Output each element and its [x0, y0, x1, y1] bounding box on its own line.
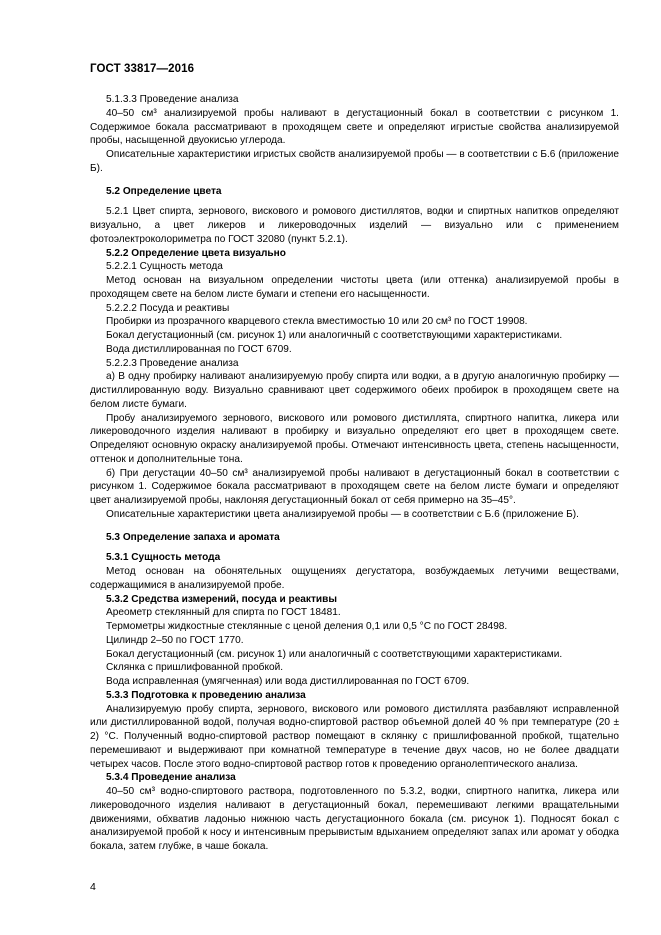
paragraph: Пробу анализируемого зернового, вискового или ромового дистиллята, спиртного напитка, ликера или ликероводочного изделия наливают в пробирку и визуально определяют его цвет в проходящем свете. Определяют основную окраску анализируемой пробы. Отмечают интенсивность цвета, степень насыщенности, оттенок и дополнительные тона.	[90, 412, 619, 465]
subsection-heading: 5.3.2 Средства измерений, посуда и реактивы	[106, 593, 337, 605]
document-body	[90, 93, 619, 854]
paragraph: Метод основан на визуальном определении чистоты цвета (или оттенка) анализируемой пробы в проходящем свете на белом листе бумаги и степени его насыщенности.	[90, 275, 619, 300]
section-heading: 5.3 Определение запаха и аромата	[106, 531, 280, 543]
paragraph: 40–50 см³ водно-спиртового раствора, подготовленного по 5.3.2, водки, спиртного напитка, ликера или ликероводочного изделия наливают в дегустационный бокал, перемешивают легкими вращательными движениями, обхватив ладонью нижнюю часть дегустационного бокала (см. рисунок 1). Подносят бокал с анализируемой пробой к носу и интенсивным прерывистым вдыханием определяют запах или аромат у ободка бокала, затем глубже, в чаше бокала.	[90, 786, 619, 852]
subsection-heading: 5.3.4 Проведение анализа	[106, 772, 236, 784]
paragraph: а) В одну пробирку наливают анализируемую пробу спирта или водки, а в другую аналогичную пробирку — дистиллированную воду. Визуально сравнивают цвет содержимого обеих пробирок в проходящем свете на белом листе бумаги.	[90, 371, 619, 410]
subsection-heading: 5.3.3 Подготовка к проведению анализа	[106, 689, 306, 701]
paragraph: 5.2.2.2 Посуда и реактивы	[106, 302, 230, 314]
paragraph: б) При дегустации 40–50 см³ анализируемой пробы наливают в дегустационный бокал в соответствии с рисунком 1. Содержимое бокала рассматривают в проходящем свете на белом листе бумаги и определяют цвет анализируемой пробы, наклоняя дегустационный бокал от себя примерно на 35–45°.	[90, 467, 619, 506]
subsection-heading: 5.2.2 Определение цвета визуально	[106, 247, 286, 259]
paragraph: Анализируемую пробу спирта, зернового, вискового или ромового дистиллята разбавляют исправленной или дистиллированной водой, получая водно-спиртовой раствор объемной долей 40 % при температуре (20 ± 2) °С. Полученный водно-спиртовой раствор помещают в склянку с пришлифованной пробкой, тщательно перемешивают и выдерживают при комнатной температуре в течение двух часов, но не более двадцати четырех часов. После этого водно-спиртовой раствор готов к проведению органолептического анализа.	[90, 703, 619, 770]
paragraph: Метод основан на обонятельных ощущениях дегустатора, возбуждаемых летучими веществами, содержащимися в анализируемой пробе.	[90, 566, 619, 591]
paragraph: Склянка с пришлифованной пробкой.	[106, 662, 284, 674]
paragraph: Термометры жидкостные стеклянные с ценой деления 0,1 или 0,5 °С по ГОСТ 28498.	[106, 621, 508, 632]
paragraph: 5.2.1 Цвет спирта, зернового, вискового и ромового дистиллятов, водки и спиртных напитков определяют визуально, а цвет ликеров и ликероводочных изделий — визуально или с применением фотоэлектроколориметра по ГОСТ 32080 (пункт 5.2.1).	[90, 206, 619, 245]
paragraph: Вода дистиллированная по ГОСТ 6709.	[106, 343, 292, 355]
subsection-heading: 5.3.1 Сущность метода	[106, 552, 221, 564]
paragraph: Ареометр стеклянный для спирта по ГОСТ 18481.	[106, 607, 341, 619]
page-number: 4	[90, 881, 96, 893]
paragraph: Вода исправленная (умягченная) или вода дистиллированная по ГОСТ 6709.	[106, 676, 470, 687]
paragraph: 5.1.3.3 Проведение анализа	[106, 94, 239, 105]
paragraph: Описательные характеристики цвета анализируемой пробы — в соответствии с Б.6 (приложение Б).	[106, 508, 579, 520]
paragraph: Бокал дегустационный (см. рисунок 1) или аналогичный с соответствующими характеристиками.	[106, 330, 563, 341]
paragraph: 5.2.2.1 Сущность метода	[106, 261, 223, 273]
standard-header: ГОСТ 33817—2016	[90, 63, 195, 75]
paragraph: 5.2.2.3 Проведение анализа	[106, 357, 239, 369]
paragraph: Пробирки из прозрачного кварцевого стекла вместимостью 10 или 20 см³ по ГОСТ 19908.	[106, 316, 528, 328]
paragraph: Описательные характеристики игристых свойств анализируемой пробы — в соответствии с Б.6 (приложение Б).	[90, 149, 619, 174]
paragraph: Цилиндр 2–50 по ГОСТ 1770.	[106, 634, 244, 646]
paragraph: Бокал дегустационный (см. рисунок 1) или аналогичный с соответствующими характеристиками.	[106, 648, 563, 660]
paragraph: 40–50 см³ анализируемой пробы наливают в дегустационный бокал в соответствии с рисунком 1. Содержимое бокала рассматривают в проходящем свете и определяют игристые свойства анализируемой пробы, насыщенной двуокисью углерода.	[90, 107, 619, 147]
section-heading: 5.2 Определение цвета	[106, 185, 222, 197]
